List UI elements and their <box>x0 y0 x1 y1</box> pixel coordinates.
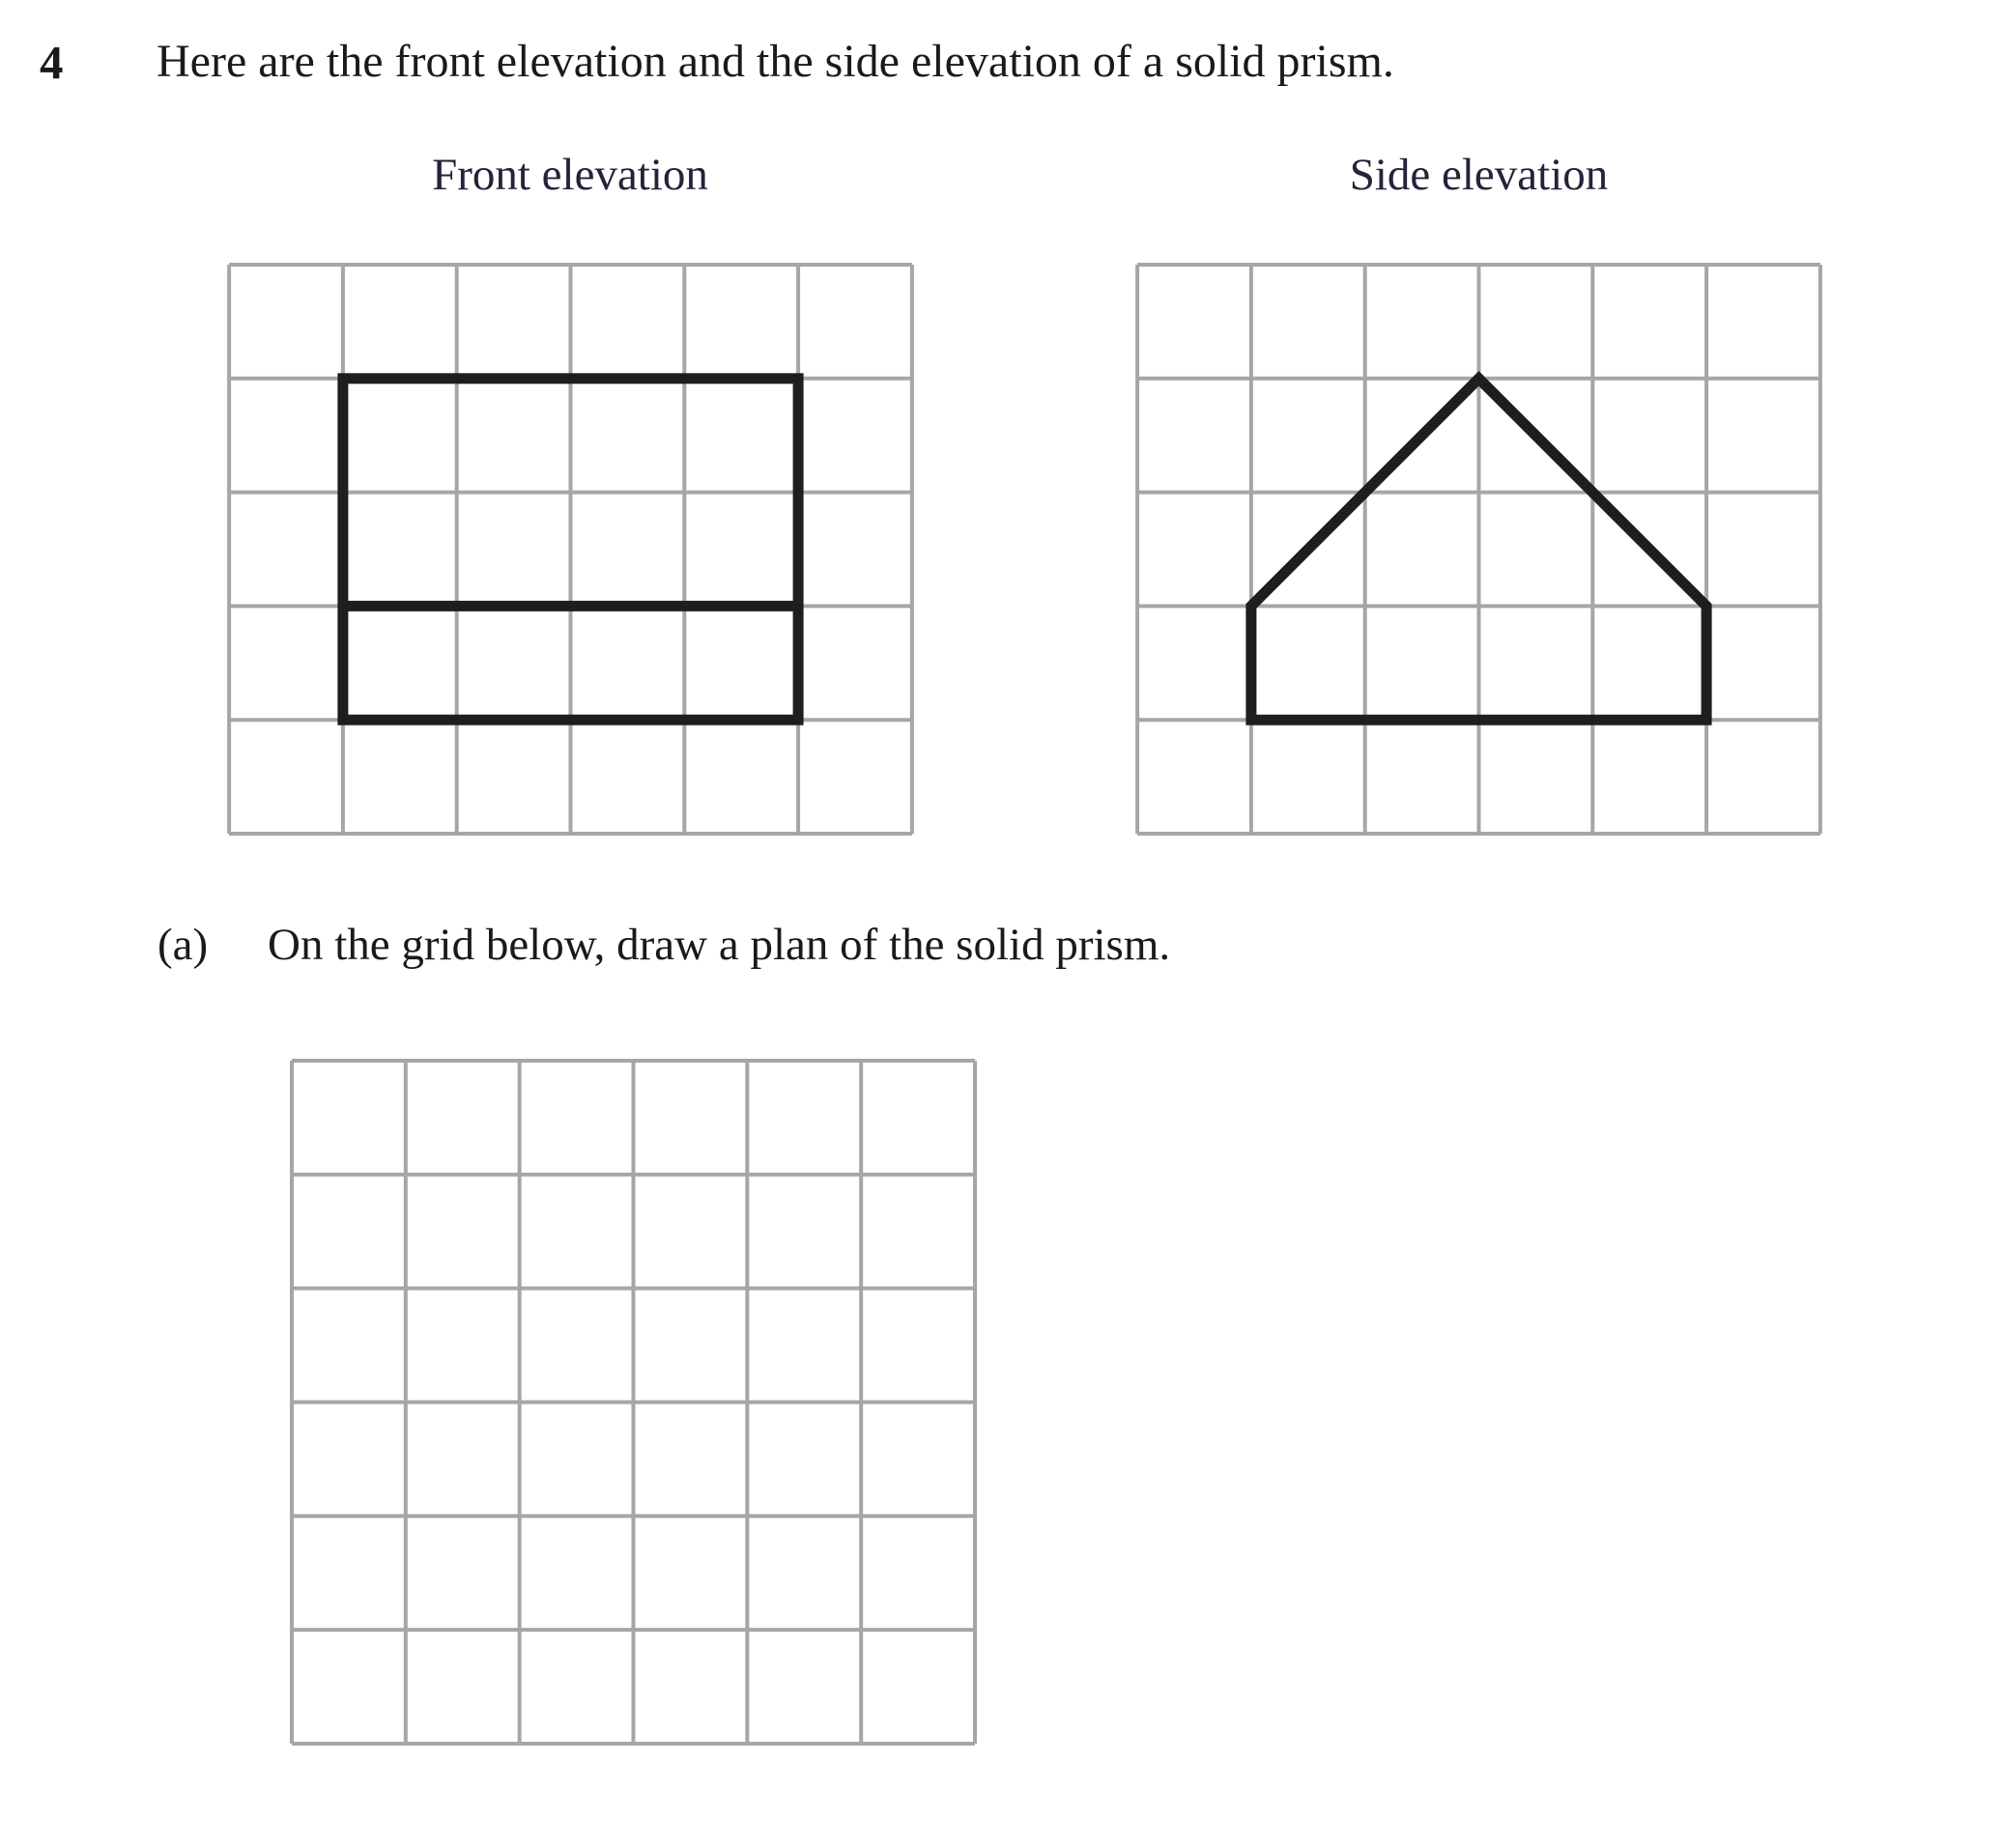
side-elevation-label: Side elevation <box>1349 150 1609 200</box>
front-elevation-label: Front elevation <box>432 150 708 200</box>
plan-answer-grid <box>286 1055 981 1749</box>
side-elevation-grid <box>1131 259 1826 839</box>
question-text: Here are the front elevation and the side elevation of a solid prism. <box>157 36 1394 87</box>
part-a-label: (a) <box>157 920 209 970</box>
question-number: 4 <box>40 36 64 89</box>
front-elevation-grid <box>223 259 918 839</box>
part-a-instruction: On the grid below, draw a plan of the solid prism. <box>268 920 1171 970</box>
